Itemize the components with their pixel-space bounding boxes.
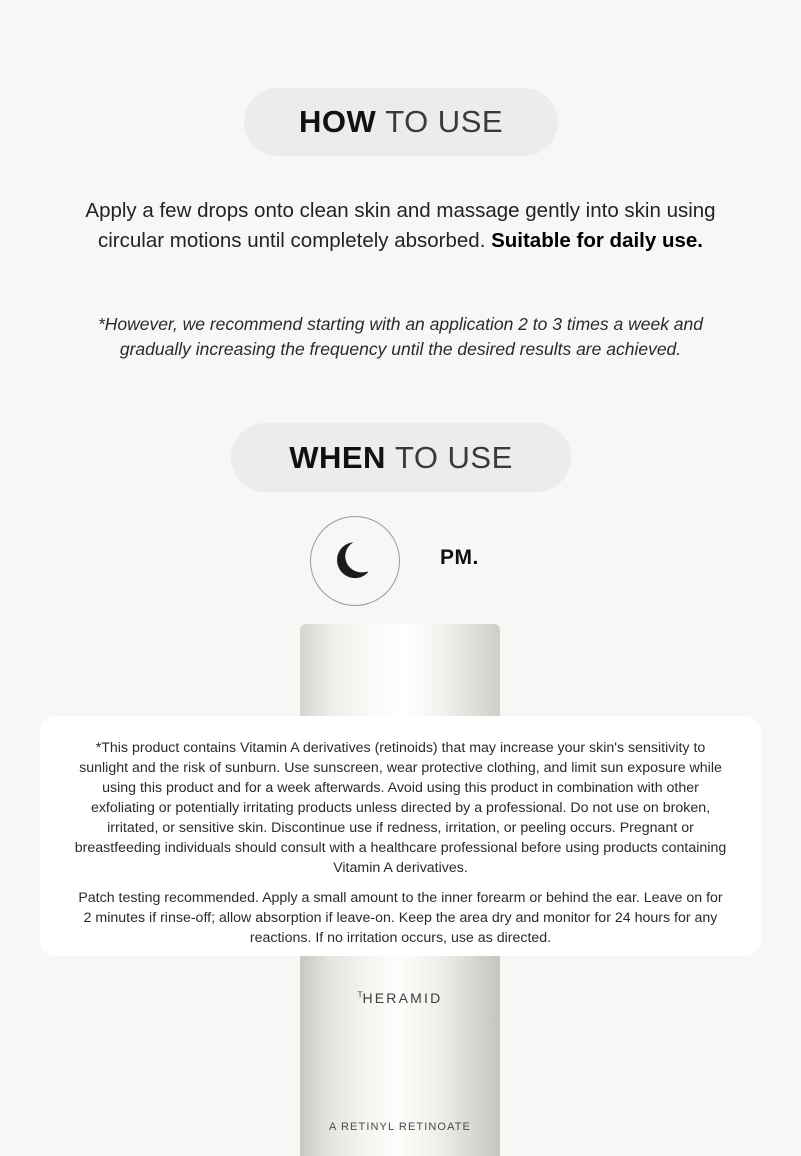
moon-icon <box>311 538 399 584</box>
when-to-use-heading-light: TO USE <box>394 439 513 475</box>
bottle-brand-text: HERAMID <box>362 990 443 1006</box>
how-to-use-heading-bold: HOW <box>298 104 377 139</box>
when-to-use-time-label: PM. <box>440 546 479 569</box>
disclaimer-card <box>40 716 761 956</box>
bottle-cap <box>300 624 500 724</box>
how-to-use-body-emphasis: Suitable for daily use. <box>491 229 703 252</box>
when-to-use-heading-bold: WHEN <box>289 439 386 475</box>
bottle-brand-name <box>300 990 500 1006</box>
bottle-product-name: A RETINYL RETINOATE <box>329 1121 471 1133</box>
disclaimer-paragraph-2: Patch testing recommended. Apply a small amount to the inner forearm or behind the ear. Leave on for 2 minutes if rinse-off; allow absorption if leave-on. Keep the area dry and monitor for 24 hours for any reactions. If no irritation occurs, use as directed. <box>78 890 723 946</box>
disclaimer-paragraph-1: *This product contains Vitamin A derivatives (retinoids) that may increase your skin's sensitivity to sunlight and the risk of sunburn. Use sunscreen, wear protective clothing, and limit sun exposure while using this product and for a week afterwards. Avoid using this product in combination with other exfoliating or potentially irritating products unless directed by a professional. Do not use on broken, irritated, or sensitive skin. Discontinue use if redness, irritation, or peeling occurs. Pregnant or breastfeeding individuals should consult with a healthcare professional before using products containing Vitamin A derivatives. <box>74 740 727 876</box>
section-heading-how-to-use <box>244 88 558 156</box>
how-to-use-body <box>80 196 721 256</box>
bottle-brand-superscript: T <box>357 990 363 1000</box>
section-heading-when-to-use <box>231 423 571 492</box>
moon-icon-badge <box>310 516 400 606</box>
how-to-use-footnote: *However, we recommend starting with an application 2 to 3 times a week and gradually increasing the frequency until the desired results are achieved. <box>97 314 704 359</box>
how-to-use-body-text: Apply a few drops onto clean skin and massage gently into skin using circular motions until completely absorbed. <box>85 199 716 252</box>
how-to-use-heading-light: TO USE <box>385 104 504 139</box>
